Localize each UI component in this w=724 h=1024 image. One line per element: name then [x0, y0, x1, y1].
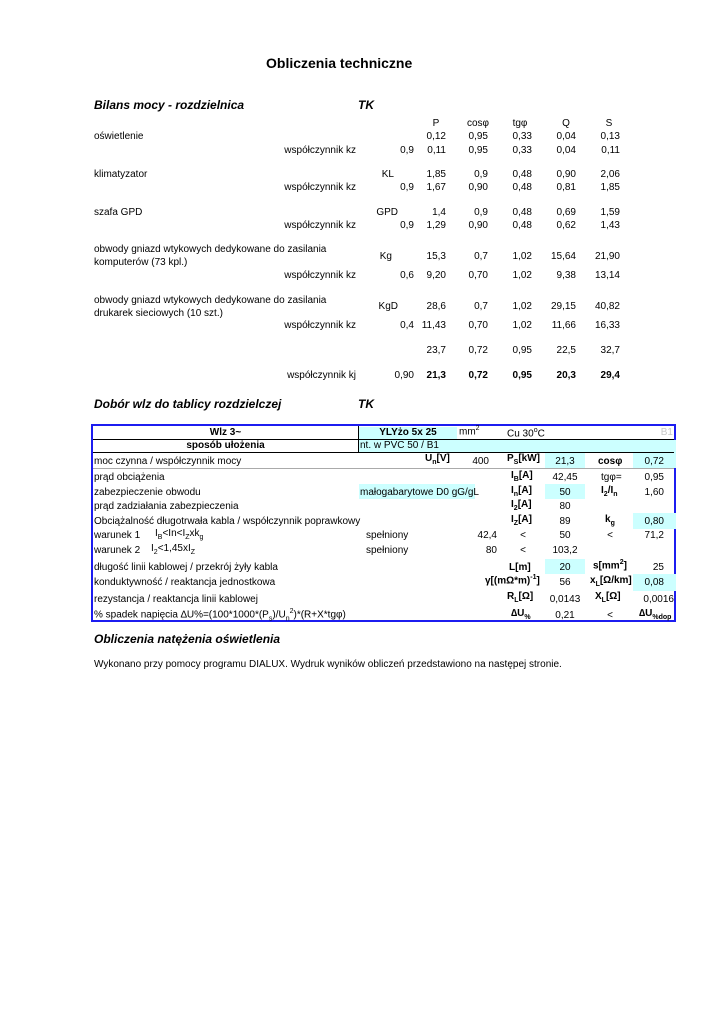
ib-sub: B: [513, 476, 519, 483]
w1-status: spełniony: [366, 530, 409, 541]
row-s: 21,90: [594, 251, 620, 262]
gamma-end: ]: [536, 575, 540, 587]
gamma-text: γ[(mΩ*m): [485, 575, 531, 587]
i2in-value: 1,60: [644, 487, 664, 498]
dudop-symbol: [639, 608, 671, 621]
kz-value: 0,4: [400, 320, 414, 331]
smm-symbol: [593, 559, 627, 571]
b1-label: B1: [660, 427, 673, 438]
kj-s: 29,4: [600, 370, 620, 381]
row-cos: 0,7: [474, 301, 488, 312]
total-tg: 0,95: [512, 345, 532, 356]
row-p: 1,4: [432, 207, 446, 218]
xl2-text: X: [595, 591, 602, 602]
header-p: P: [432, 118, 440, 129]
w1-b: 50: [559, 530, 571, 541]
kz-label: współczynnik kz: [284, 270, 356, 281]
un-sub: n: [432, 459, 437, 466]
row-code: GPD: [376, 207, 398, 218]
wlz-table: [91, 424, 676, 622]
in-text: I: [511, 485, 514, 496]
kj-q: 20,3: [556, 370, 576, 381]
dl-label: długość linii kablowej / przekrój żyły kabla: [94, 562, 278, 573]
row-q2: 0,81: [556, 182, 576, 193]
row-q2: 0,62: [556, 220, 576, 231]
ib-value: 42,45: [552, 472, 578, 483]
xl2-symbol: [595, 591, 621, 604]
smm-text: s[mm: [593, 560, 620, 572]
cos-symbol: cosφ: [598, 456, 623, 467]
moc-label: moc czynna / współczynnik mocy: [94, 456, 242, 467]
sp-sup2: 2: [289, 608, 294, 615]
kz-label: współczynnik kz: [284, 182, 356, 193]
w2-fsub2: Z: [190, 549, 196, 556]
wlz-label: Wlz 3~: [209, 427, 242, 438]
row-tg: 1,02: [512, 301, 532, 312]
sp-sub2: n: [285, 615, 290, 623]
sp-b: )/U: [272, 609, 286, 621]
w1-fsub3: g: [199, 534, 204, 541]
row-label-2: drukarek sieciowych (10 szt.): [94, 308, 223, 319]
row-label-2: komputerów (73 kpl.): [94, 257, 188, 268]
i2in-sub: 2: [603, 491, 608, 498]
row-divider: [93, 452, 674, 453]
xl-value: 0,08: [644, 577, 664, 588]
rl-symbol: [507, 591, 533, 604]
in-value: 50: [559, 487, 571, 498]
kg-sub: g: [610, 520, 615, 527]
row-divider: [93, 468, 674, 469]
w2-formula: [151, 543, 195, 556]
row-q: 15,64: [550, 251, 576, 262]
kj-cos: 0,72: [468, 370, 488, 381]
oswietlenie-text: Wykonano przy pomocy programu DIALUX. Wydruk wyników obliczeń przedstawiono na następej stronie.: [94, 659, 562, 670]
row-s2: 1,43: [600, 220, 620, 231]
row-p: 15,3: [426, 251, 446, 262]
row-p2: 11,43: [421, 320, 446, 331]
un-unit: [V]: [436, 453, 450, 464]
total-q: 22,5: [556, 345, 576, 356]
sposob-value: nt. w PVC 50 / B1: [360, 440, 439, 451]
un-symbol: [425, 453, 450, 466]
total-s: 32,7: [600, 345, 620, 356]
row-tg: 0,48: [512, 169, 532, 180]
oswietlenie-heading: Obliczenia natężenia oświetlenia: [94, 632, 281, 646]
iz-unit: [A]: [518, 514, 532, 525]
kon-label: konduktywność / reaktancja jednostkowa: [94, 577, 276, 588]
row-s2: 13,14: [594, 270, 620, 281]
row-tg2: 1,02: [512, 270, 532, 281]
kz-value: 0,9: [400, 145, 414, 156]
header-cos: cosφ: [466, 118, 490, 129]
row-q: 0,90: [556, 169, 576, 180]
dobor-heading: Dobór wlz do tablicy rozdzielczej: [94, 397, 282, 411]
kz-value: 0,9: [400, 220, 414, 231]
kz-label: współczynnik kz: [284, 220, 356, 231]
row-p2: 1,67: [426, 182, 446, 193]
kz-value: 0,9: [400, 182, 414, 193]
row-p2: 1,29: [426, 220, 446, 231]
row-s: 40,82: [594, 301, 620, 312]
iz-value: 89: [559, 516, 571, 527]
i2in-mid: /I: [607, 485, 614, 496]
in-unit: [A]: [518, 485, 532, 496]
row-code: Kg: [379, 251, 392, 262]
rl-unit: [Ω]: [518, 591, 534, 602]
row-s2: 0,11: [601, 145, 620, 156]
kz-label: współczynnik kz: [284, 145, 356, 156]
ib-symbol: [511, 470, 533, 483]
row-s: 2,06: [600, 169, 620, 180]
i2-symbol: [511, 499, 532, 512]
kj-p: 21,3: [426, 370, 446, 381]
i2in-sub2: n: [613, 491, 618, 498]
kj-value: 0,90: [394, 370, 414, 381]
cu-text: Cu 30: [507, 428, 534, 440]
row-p: 1,85: [426, 169, 446, 180]
row-q: 0,04: [556, 131, 576, 142]
row-s: 1,59: [600, 207, 620, 218]
un-text: U: [425, 453, 433, 464]
w2-f1: I: [151, 543, 154, 554]
dudop-sub: %dop: [652, 614, 672, 621]
row-s2: 1,85: [600, 182, 620, 193]
i2-unit: [A]: [517, 499, 532, 510]
xl2-value: 0,0016: [643, 594, 674, 605]
row-label: szafa GPD: [94, 207, 143, 218]
ps-unit: [kW]: [518, 453, 541, 464]
xl-unit: [Ω/km]: [599, 575, 632, 586]
i2in-text: I: [601, 485, 604, 496]
row-cos2: 0,95: [468, 145, 488, 156]
row-p: 28,6: [426, 301, 446, 312]
w2-lt: <: [520, 545, 526, 556]
smm-sup: 2: [619, 559, 624, 566]
iz-text: I: [511, 514, 514, 525]
w1-c: 71,2: [644, 530, 664, 541]
spadek-label: [94, 608, 346, 622]
rl-value: 0,0143: [549, 594, 581, 605]
prad-zad-label: prąd zadziałania zabezpieczenia: [94, 501, 239, 512]
row-label: obwody gniazd wtykowych dedykowane do zasilania: [94, 295, 327, 306]
kj-tg: 0,95: [512, 370, 532, 381]
tg-value: 0,95: [644, 472, 664, 483]
kz-label: współczynnik kz: [284, 320, 356, 331]
row-tg2: 0,48: [512, 182, 532, 193]
row-q: 29,15: [550, 301, 576, 312]
w1-lt2: <: [607, 530, 613, 541]
rl-text: R: [507, 591, 515, 602]
i2-sub: 2: [513, 505, 518, 512]
row-s: 0,13: [600, 131, 620, 142]
rez-label: rezystancja / reaktancja linii kablowej: [94, 594, 258, 605]
w1-fsub: B: [157, 534, 163, 541]
w2-fsub: 2: [153, 549, 158, 556]
bilans-heading: Bilans mocy - rozdzielnica: [94, 98, 245, 112]
ps-sub: S: [513, 459, 519, 466]
smm-end: ]: [623, 560, 627, 572]
smm-value: 25: [652, 562, 664, 573]
w1-f1: I: [155, 528, 158, 539]
w1-label: warunek 1: [94, 530, 141, 541]
cos-value: 0,72: [644, 456, 664, 467]
page-title: Obliczenia techniczne: [266, 55, 413, 71]
xl-sub: L: [595, 581, 600, 588]
w2-a: 80: [485, 545, 497, 556]
in-sub: n: [513, 491, 519, 498]
gamma-sup: -1: [530, 574, 537, 581]
w2-label: warunek 2: [94, 545, 141, 556]
un-value: 400: [472, 456, 489, 467]
total-p: 23,7: [426, 345, 446, 356]
row-tg: 0,48: [512, 207, 532, 218]
kj-label: współczynnik kj: [287, 370, 356, 381]
row-p2: 0,11: [427, 145, 446, 156]
kg-text: k: [605, 514, 611, 525]
w2-fmid: <1,45xI: [157, 543, 191, 554]
deg-sup: o: [533, 427, 538, 434]
row-cos: 0,7: [474, 251, 488, 262]
w1-fsub2: Z: [185, 534, 190, 541]
kz-value: 0,6: [400, 270, 414, 281]
mm-unit: [459, 425, 480, 437]
lm-value: 20: [559, 562, 571, 573]
gamma-value: 56: [559, 577, 571, 588]
header-tg: tgφ: [512, 118, 528, 129]
iz-symbol: [511, 514, 532, 527]
w1-lt: <: [520, 530, 526, 541]
row-p2: 9,20: [426, 270, 446, 281]
i2-text: I: [511, 499, 514, 510]
row-cos: 0,95: [468, 131, 488, 142]
gamma-symbol: [485, 574, 540, 586]
row-tg: 0,33: [512, 131, 532, 142]
ib-unit: [A]: [518, 470, 533, 481]
row-cos: 0,9: [474, 169, 488, 180]
row-s2: 16,33: [594, 320, 620, 331]
du-symbol: [511, 608, 531, 621]
row-label: klimatyzator: [94, 169, 148, 180]
mm-sup: 2: [475, 425, 480, 432]
xl2-sub: L: [601, 597, 606, 604]
xl2-unit: [Ω]: [605, 591, 621, 602]
du-lt: <: [607, 610, 613, 621]
row-cos: 0,9: [474, 207, 488, 218]
i2-value: 80: [559, 501, 571, 512]
row-tg2: 0,48: [512, 220, 532, 231]
iz-sub: Z: [513, 520, 519, 527]
in-symbol: [511, 485, 532, 498]
zab-value: małogabarytowe D0 gG/gL: [360, 487, 479, 498]
row-tg: 1,02: [512, 251, 532, 262]
w1-formula: [155, 528, 203, 541]
w1-a: 42,4: [477, 530, 497, 541]
dudop-text: ∆U: [639, 608, 653, 619]
row-cos2: 0,70: [468, 320, 488, 331]
kg-symbol: [605, 514, 615, 527]
header-s: S: [605, 118, 613, 129]
obc-label: Obciążalność długotrwała kabla / współczynnik poprawkowy: [94, 516, 361, 527]
row-cos2: 0,90: [468, 220, 488, 231]
i2in-symbol: [601, 485, 618, 498]
w2-b: 103,2: [552, 545, 578, 556]
tg-symbol: tgφ=: [601, 472, 622, 483]
row-q2: 11,66: [551, 320, 576, 331]
xl-symbol: [590, 575, 632, 588]
row-cos2: 0,70: [468, 270, 488, 281]
cu-temp: [507, 427, 545, 439]
cable-type: YLYżo 5x 25: [379, 427, 437, 438]
sposob-label: sposób ułożenia: [186, 440, 265, 451]
xl-text: x: [590, 575, 596, 586]
header-q: Q: [562, 118, 570, 129]
du-sub: %: [524, 614, 531, 621]
row-p: 0,12: [426, 131, 446, 142]
bilans-tk: TK: [358, 98, 374, 112]
rl-sub: L: [514, 597, 519, 604]
row-label: oświetlenie: [94, 131, 144, 142]
sp-c: )*(R+X*tgφ): [293, 609, 346, 621]
zab-label: zabezpieczenie obwodu: [94, 487, 201, 498]
row-tg2: 1,02: [512, 320, 532, 331]
row-q2: 0,04: [556, 145, 576, 156]
sp-sub1: s: [268, 615, 273, 623]
cu-c: C: [537, 428, 545, 440]
prad-label: prąd obciążenia: [94, 472, 165, 483]
row-label: obwody gniazd wtykowych dedykowane do zasilania: [94, 244, 327, 255]
sp-a: % spadek napięcia ∆U%=(100*1000*(P: [94, 609, 269, 621]
row-q: 0,69: [556, 207, 576, 218]
row-tg2: 0,33: [512, 145, 532, 156]
w1-fend: xk: [189, 528, 200, 539]
total-cos: 0,72: [468, 345, 488, 356]
du-value: 0,21: [555, 610, 575, 621]
ps-text: P: [507, 453, 514, 464]
ps-value: 21,3: [555, 456, 575, 467]
lm-symbol: L[m]: [509, 562, 531, 573]
kg-value: 0,80: [644, 516, 664, 527]
mm-text: mm: [459, 426, 476, 438]
w2-status: spełniony: [366, 545, 409, 556]
row-code: KL: [381, 169, 394, 180]
w1-fmid: <In<I: [162, 528, 186, 539]
row-q2: 9,38: [556, 270, 576, 281]
ps-symbol: [507, 453, 540, 466]
row-code: KgD: [378, 301, 398, 312]
du-text: ∆U: [511, 608, 525, 619]
dobor-tk: TK: [358, 397, 374, 411]
ib-text: I: [511, 470, 514, 481]
row-cos2: 0,90: [468, 182, 488, 193]
